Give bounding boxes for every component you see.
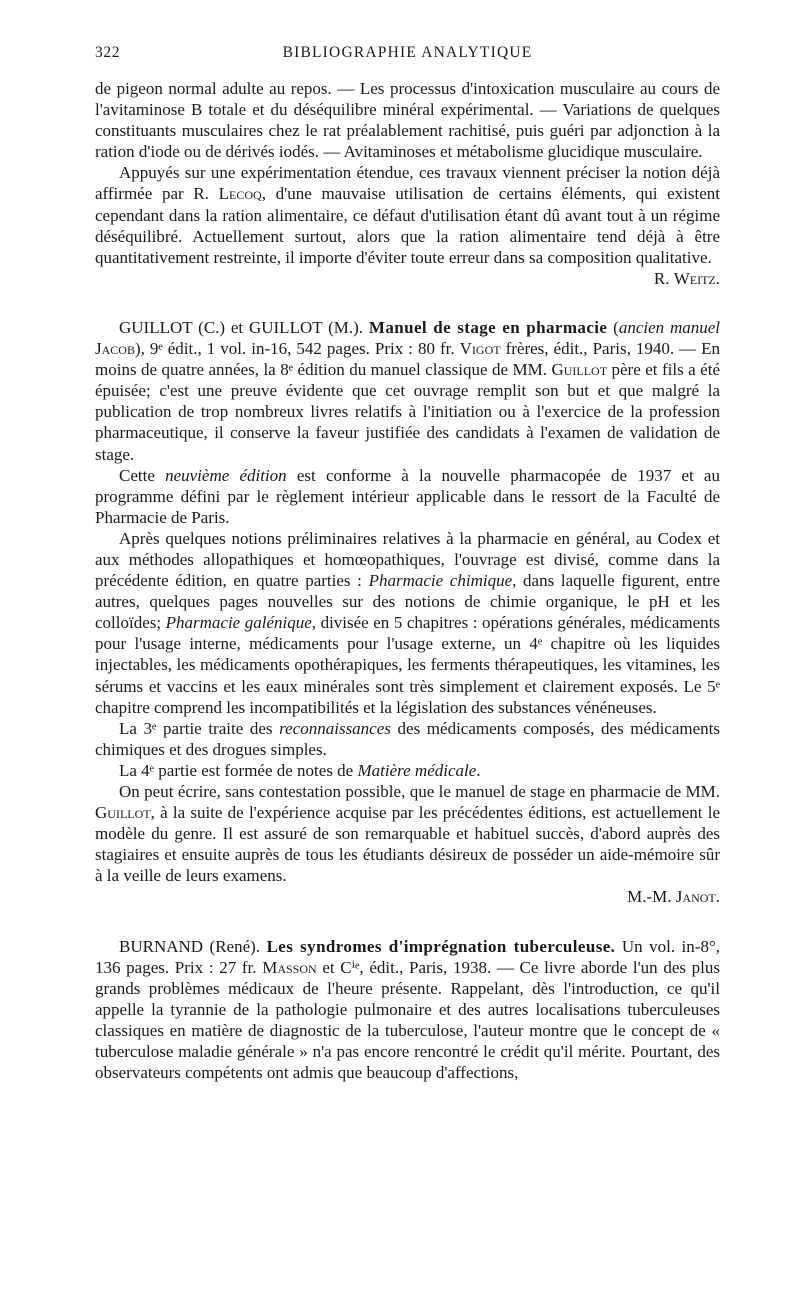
page-number: 322 xyxy=(95,44,121,61)
entry-title: Manuel de stage en pharmacie xyxy=(368,317,608,337)
reviewer-signature: R. Weitz. xyxy=(653,268,720,288)
paragraph: Après quelques notions préliminaires relatives à la pharmacie en général, au Codex et aux méthodes allopathiques et homœopathiques, l'ouvrage est divisé, comme dans la précédente édition, en quatre parties : Pharmacie chimique, dans laquelle figurent, entre autres, quelques pages nouvelles sur des notions de chimie organique, le pH et les colloïdes; Pharmacie galénique, divisée en 5 chapitres : opérations générales, médicaments pour l'usage interne, médicaments pour l'usage externe, un 4ᵉ chapitre où les liquides injectables, les médicaments opothérapiques, les ferments thérapeutiques, les vitamines, les sérums et vaccins et les eaux minérales sont très simplement et clairement exposés. Le 5ᵉ chapitre comprend les incompatibilités et la législation des substances vénéneuses. xyxy=(95,528,720,717)
review-entry-guillot: GUILLOT (C.) et GUILLOT (M.). Manuel de stage en pharmacie (ancien manuel Jacob), 9ᵉ édit., 1 vol. in-16, 542 pages. Prix : 80 fr. Vigot frères, édit., Paris, 1940. — En moins de quatre années, la 8ᵉ édition du manuel classique de MM. Guillot père et fils a été épuisée; c'est une preuve évidente que cet ouvrage remplit son but et que malgré la publication de trop nombreux livres relatifs à l'initiation ou à l'exercice de la profession pharmaceutique, il conserve la faveur justifiée des candidats à l'examen de validation de stage. xyxy=(95,317,721,464)
entry-authors: GUILLOT (C.) et GUILLOT (M.). xyxy=(119,317,369,337)
entry-title: Les syndromes d'imprégnation tuberculeuse. xyxy=(266,936,616,956)
page-body xyxy=(95,78,720,1083)
author-name: Lecoq xyxy=(218,184,262,204)
paragraph: Cette neuvième édition est conforme à la nouvelle pharmacopée de 1937 et au programme défini par le règlement intérieur applicable dans le ressort de la Faculté de Pharmacie de Paris. xyxy=(95,465,720,527)
publisher-name: Masson xyxy=(262,957,317,977)
paragraph: La 4ᵉ partie est formée de notes de Matière médicale. xyxy=(119,760,481,780)
publisher-name: Vigot xyxy=(459,339,501,359)
continued-paragraph: de pigeon normal adulte au repos. — Les processus d'intoxication musculaire au cours de l'avitaminose B totale et du déséquilibre minéral expérimental. — Variations de quelques constituants musculaires chez le rat préalablement rachitisé, puis guéri par adjonction à la ration d'iode ou de dérivés iodés. — Avitaminoses et métabolisme glucidique musculaire. xyxy=(95,79,720,162)
reviewer-signature: M.-M. Janot. xyxy=(627,887,720,907)
paragraph: Appuyés sur une expérimentation étendue, ces travaux viennent préciser la notion déjà affirmée par R. Lecoq, d'une mauvaise utilisation de certains éléments, qui existent cependant dans la ration alimentaire, ce défaut d'utilisation étant dû avant tout à un régime déséquilibré. Actuellement surtout, alors que la ration alimentaire tend déjà à être quantitativement restreinte, il importe d'éviter toute erreur dans sa composition qualitative. xyxy=(95,163,720,267)
review-entry-burnand: BURNAND (René). Les syndromes d'imprégnation tuberculeuse. Un vol. in-8°, 136 pages. Prix : 27 fr. Masson et Cⁱᵉ, édit., Paris, 1938. — Ce livre aborde l'un des plus grands problèmes médicaux de l'heure présente. Rappelant, dès l'introduction, ce qu'il appelle la tyrannie de la pathologie pulmonaire et des autres localisations tuberculeuses classiques en matière de diagnostic de la tuberculose, l'auteur montre que le concept de « tuberculose maladie générale » n'a pas encore rencontré le crédit qu'il mérite. Pourtant, des observateurs compétents ont admis que beaucoup d'affections, xyxy=(95,936,721,1083)
entry-authors: BURNAND (René). xyxy=(119,936,267,956)
paragraph: La 3ᵉ partie traite des reconnaissances des médicaments composés, des médicaments chimiques et des drogues simples. xyxy=(95,718,720,759)
running-title: BIBLIOGRAPHIE ANALYTIQUE xyxy=(282,44,533,61)
running-header xyxy=(95,44,720,68)
paragraph: On peut écrire, sans contestation possible, que le manuel de stage en pharmacie de MM. Guillot, à la suite de l'expérience acquise par les précédentes éditions, est actuellement le modèle du genre. Il est assuré de son remarquable et habituel succès, d'abord auprès des stagiaires et ensuite auprès de tous les étudiants désireux de posséder un aide-mémoire sûr à la veille de leurs examens. xyxy=(95,782,720,886)
